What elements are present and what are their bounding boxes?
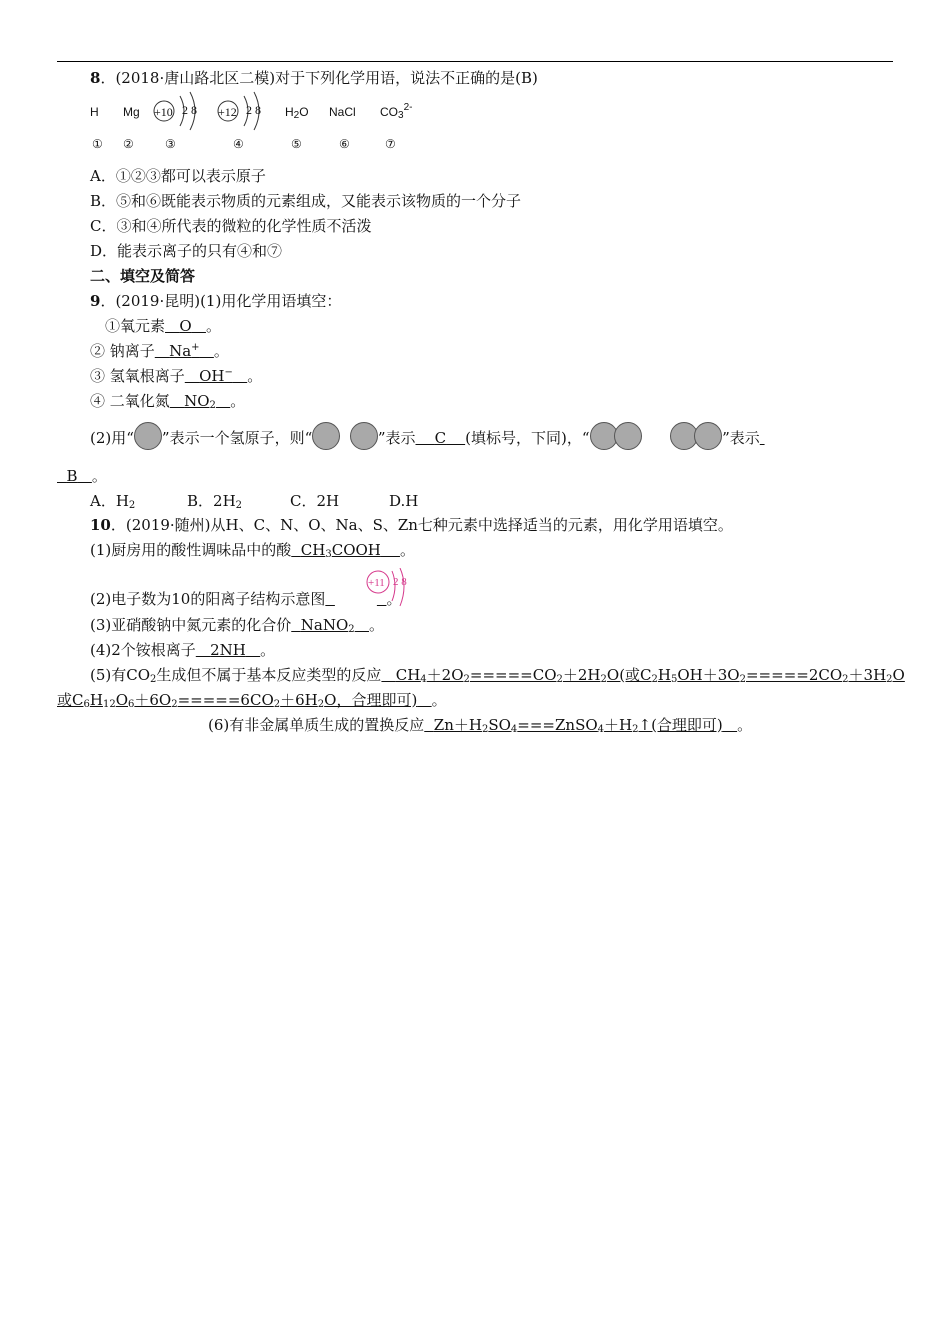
q9-item-4: ④ 二氧化氮 $NO_2$ 。 — [90, 392, 246, 411]
q10-p5-line2-run: =====6CO — [177, 691, 274, 709]
q10-p5-line2-run: 6 — [83, 699, 90, 710]
q10-p6-run: ===ZnSO — [517, 716, 598, 734]
q10-p5-line2-run: 2 — [273, 699, 281, 710]
q10-p5-line1-run: ＋3H — [848, 666, 887, 684]
q8-label-1: ① — [92, 137, 103, 151]
q8-option-c: C．③和④所代表的微粒的化学性质不活泼 — [90, 217, 372, 235]
ball-pair-left — [312, 422, 340, 450]
q8-stem: 8．(2018·唐山路北区二模)对于下列化学用语，说法不正确的是(B) — [90, 69, 538, 87]
section-heading: 二、填空及简答 — [90, 267, 196, 285]
q10-part5-line2: 或$C_6H_{12}O_6+6O_2=====6CO_2+6H_2O$，合理即可) 。 — [57, 691, 447, 710]
atom4-nucleus: +12 — [218, 105, 237, 119]
q10-p5-line1-run: 5 — [671, 674, 678, 685]
q10-p5-line1-run: OH＋3O — [677, 666, 740, 684]
q8-label-6: ⑥ — [339, 137, 350, 151]
atom-diagram-4 — [214, 90, 274, 132]
q8-symbol-co3: $CO_3^{2-}$ — [380, 102, 413, 121]
q10-p5-line2-run: O — [115, 691, 128, 709]
q10-p5-line1-run: H — [657, 666, 671, 684]
q10-p5-line1-run: 4 — [420, 674, 427, 685]
q10-p6-run: ↑(合理即可) — [638, 716, 723, 734]
q9-part2: (2)用“ ”表示一个氢原子，则“ ”表示 C (填标号，下同)，“ ”表示 — [90, 422, 765, 450]
q8-label-7: ⑦ — [385, 137, 396, 151]
q10-p5-line2-run: ＋6H — [280, 691, 318, 709]
q9-option-a: A．$H_2$ — [90, 492, 136, 511]
q10-part2: (2)电子数为10的阳离子结构示意图 。 — [90, 590, 402, 608]
q10-p6-run: 4 — [597, 724, 605, 735]
ion-nucleus: +11 — [368, 577, 385, 589]
q10-stem: 10．(2019·随州)从H、C、N、O、Na、S、Zn七种元素中选择适当的元素，用化学用语填空。 — [90, 516, 733, 534]
q10-p5-line1-run: 2 — [651, 674, 658, 685]
q10-p5-line1-run: O(或C — [606, 666, 652, 684]
q10-p5-line2-run: H — [89, 691, 103, 709]
atom-diagram-3 — [150, 90, 210, 132]
q10-part3: (3)亚硝酸钠中氮元素的化合价 NaNO$_2$ 。 — [90, 616, 384, 635]
q10-p5-line1-run: 2 — [463, 674, 470, 685]
q10-p5-line1-run: 2 — [600, 674, 607, 685]
q10-p5-line1-run: 2 — [886, 674, 893, 685]
q10-p6-run: ＋H — [604, 716, 633, 734]
top-rule — [57, 61, 893, 62]
q10-p5-line1-run: =====CO — [469, 666, 557, 684]
q8-option-d: D．能表示离子的只有④和⑦ — [90, 242, 283, 260]
q9-item-3: ③ 氢氧根离子 OH− 。 — [90, 367, 263, 385]
hydrogen-atom-ball — [134, 422, 162, 450]
q9-item-1: ①氧元素 O 。 — [105, 317, 221, 335]
q8-option-a: A．①②③都可以表示原子 — [90, 167, 266, 185]
q10-p5-line1-run: 2 — [842, 674, 849, 685]
q10-p5-line1-run: 2 — [739, 674, 746, 685]
q9-option-d: D.H — [389, 492, 419, 510]
q10-p5-line2-run: 2 — [171, 699, 178, 710]
q10-p5-line2-run: 12 — [102, 699, 116, 710]
q8-label-2: ② — [123, 137, 134, 151]
ball-pair-right — [350, 422, 378, 450]
molecule-2-ball-b — [694, 422, 722, 450]
q10-p6-run: Zn＋H — [433, 716, 482, 734]
q10-p5-line1-run: ＋2H — [562, 666, 601, 684]
q10-p6-run: 4 — [510, 724, 518, 735]
q10-p6-run: SO — [488, 716, 511, 734]
q10-p6-run: 2 — [632, 724, 639, 735]
q10-part1: (1)厨房用的酸性调味品中的酸 $CH_3COOH$ 。 — [90, 541, 415, 560]
atom4-shells: 2 8 — [246, 103, 261, 117]
atom3-shells: 2 8 — [182, 103, 197, 117]
q10-part4: (4)2个铵根离子 2NH 。 — [90, 641, 276, 659]
q9-option-c: C．2H — [290, 492, 340, 510]
q10-p5-line2-run: O，合理即可) — [324, 691, 418, 709]
q10-p5-line1-run: O — [892, 666, 905, 684]
q10-p5-line1-run: =====2CO — [745, 666, 843, 684]
q8-label-4: ④ — [233, 137, 244, 151]
q9-stem: 9．(2019·昆明)(1)用化学用语填空： — [90, 292, 342, 310]
ion-shells: 2 8 — [393, 576, 407, 588]
sodium-ion-diagram — [364, 568, 412, 608]
q10-p5-line2-run: ＋6O — [134, 691, 172, 709]
q8-number: 8 — [90, 69, 101, 87]
q9-part2-answer2: B 。 — [66, 467, 107, 485]
q9-option-b: B．$2H_2$ — [187, 492, 243, 511]
q10-p5-line2-run: 6 — [128, 699, 135, 710]
q8-option-b: B．⑤和⑥既能表示物质的元素组成，又能表示该物质的一个分子 — [90, 192, 522, 210]
q8-symbol-h: H — [90, 105, 99, 119]
q10-p6-run: 2 — [481, 724, 489, 735]
q8-symbol-nacl: NaCl — [329, 105, 356, 119]
q8-label-5: ⑤ — [291, 137, 302, 151]
q10-p5-line1-run: CH — [395, 666, 421, 684]
q10-p5-line2-run: 或C — [57, 691, 84, 709]
q8-symbol-h2o: $H_2O$ — [285, 105, 309, 121]
q10-p5-line2-run: 2 — [317, 699, 325, 710]
q8-symbol-mg: Mg — [123, 105, 140, 119]
q10-part6: (6)有非金属单质生成的置换反应 $Zn+H_2SO_4===ZnSO_4+H_2↑$(合理即可) 。 — [208, 716, 753, 735]
q8-label-3: ③ — [165, 137, 176, 151]
atom3-nucleus: +10 — [154, 105, 173, 119]
q10-part5-line1: (5)有$CO_2$生成但不属于基本反应类型的反应 $CH_4+2O_2=====CO_2+2H_2O$(或$C_2H_5OH+3O_2=====2CO_2+3H_2O$ — [90, 666, 905, 685]
q9-item-2: ② 钠离子 Na+ 。 — [90, 342, 229, 360]
molecule-1-ball-b — [614, 422, 642, 450]
q10-p5-line1-run: 2 — [556, 674, 563, 685]
q10-p5-line1-run: ＋2O — [426, 666, 464, 684]
